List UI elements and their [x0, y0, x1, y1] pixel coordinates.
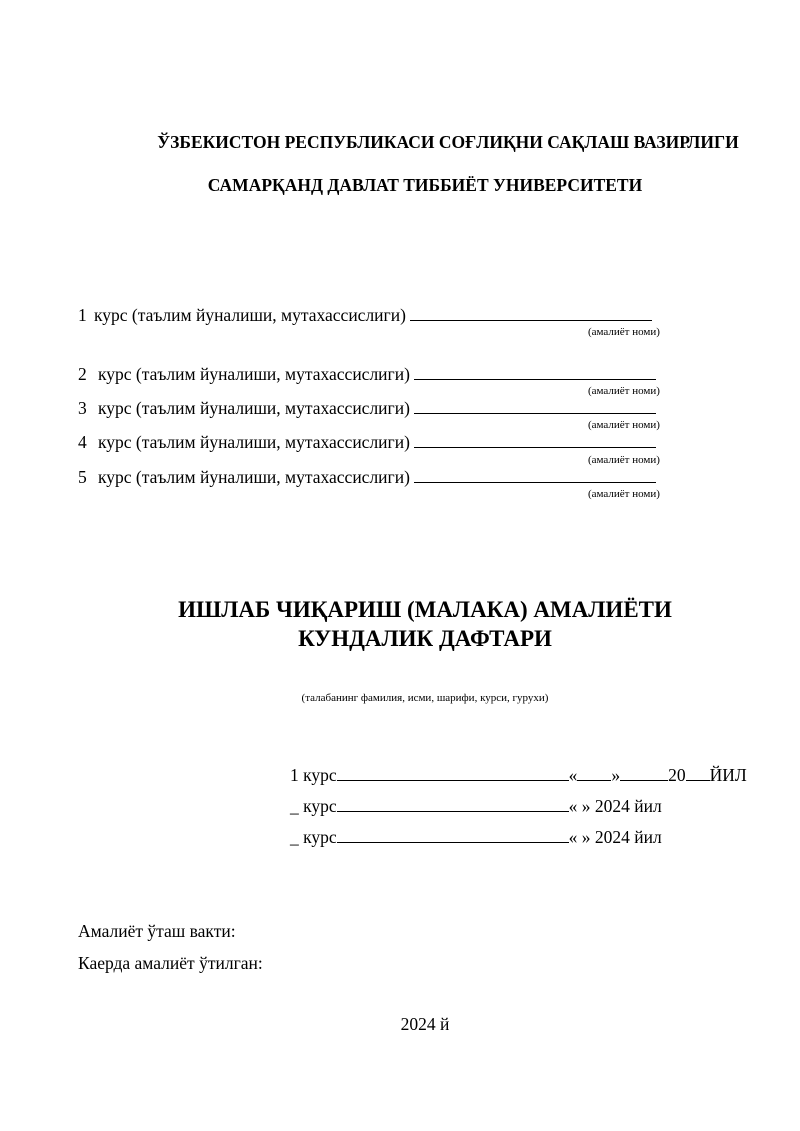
practice-name-caption: (амалиёт номи): [588, 454, 660, 466]
course-label: курс (таълим йуналиши, мутахассислиги): [98, 398, 410, 418]
period-line-1: [290, 765, 747, 786]
period-blank-field[interactable]: [337, 796, 569, 812]
period-blank-field[interactable]: [337, 765, 569, 781]
practice-place-label: Каерда амалиёт ўтилган:: [78, 953, 263, 973]
course-number: 2: [78, 364, 87, 384]
practice-time-label: Амалиёт ўташ вакти:: [78, 921, 236, 941]
course-number: 3: [78, 398, 87, 418]
practice-name-caption: (амалиёт номи): [588, 419, 660, 431]
course-label: курс (таълим йуналиши, мутахассислиги): [98, 467, 410, 487]
course-blank-field[interactable]: [414, 398, 656, 414]
course-line-1: [78, 305, 652, 326]
course-blank-field[interactable]: [414, 467, 656, 483]
period-line-2: [290, 796, 662, 817]
course-blank-field[interactable]: [410, 305, 652, 321]
month-blank-field[interactable]: [620, 765, 668, 781]
period-prefix: _ курс: [290, 796, 337, 816]
year-suffix: ЙИЛ: [709, 765, 747, 785]
course-line-5: [78, 467, 656, 488]
open-quote: «: [568, 765, 578, 785]
period-prefix: _ курс: [290, 827, 337, 847]
century-label: 20: [668, 765, 686, 785]
course-line-3: [78, 398, 656, 419]
course-label: курс (таълим йуналиши, мутахассислиги): [98, 364, 410, 384]
course-label: курс (таълим йуналиши, мутахассислиги): [98, 432, 410, 452]
document-title: [25, 595, 800, 653]
date-quotes: « »: [568, 827, 591, 847]
document-title-line-1: ИШЛАБ ЧИҚАРИШ (МАЛАКА) АМАЛИЁТИ: [178, 597, 672, 622]
period-year: 2024 йил: [594, 796, 662, 816]
course-number: 4: [78, 432, 87, 452]
university-heading: САМАРҚАНД ДАВЛАТ ТИББИЁТ УНИВЕРСИТЕТИ: [207, 175, 643, 195]
practice-name-caption: (амалиёт номи): [588, 488, 660, 500]
course-blank-field[interactable]: [414, 432, 656, 448]
course-blank-field[interactable]: [414, 364, 656, 380]
year-blank-field[interactable]: [686, 765, 710, 781]
period-year: 2024 йил: [594, 827, 662, 847]
course-number: 5: [78, 467, 87, 487]
close-quote: »: [611, 765, 621, 785]
course-label: курс (таълим йуналиши, мутахассислиги): [94, 305, 406, 325]
period-prefix: 1 курс: [290, 765, 337, 785]
practice-name-caption: (амалиёт номи): [588, 326, 660, 338]
course-line-2: [78, 364, 656, 385]
date-quotes: « »: [568, 796, 591, 816]
ministry-heading: ЎЗБЕКИСТОН РЕСПУБЛИКАСИ СОҒЛИҚНИ САҚЛАШ ВАЗИРЛИГИ: [157, 132, 739, 152]
student-info-caption: (талабанинг фамилия, исми, шарифи, курси, гурухи): [301, 692, 549, 704]
document-title-line-2: КУНДАЛИК ДАФТАРИ: [298, 626, 552, 651]
course-number: 1: [78, 305, 87, 325]
period-blank-field[interactable]: [337, 827, 569, 843]
practice-name-caption: (амалиёт номи): [588, 385, 660, 397]
period-line-3: [290, 827, 662, 848]
document-year: 2024 й: [400, 1014, 450, 1034]
course-line-4: [78, 432, 656, 453]
day-blank-field[interactable]: [577, 765, 611, 781]
